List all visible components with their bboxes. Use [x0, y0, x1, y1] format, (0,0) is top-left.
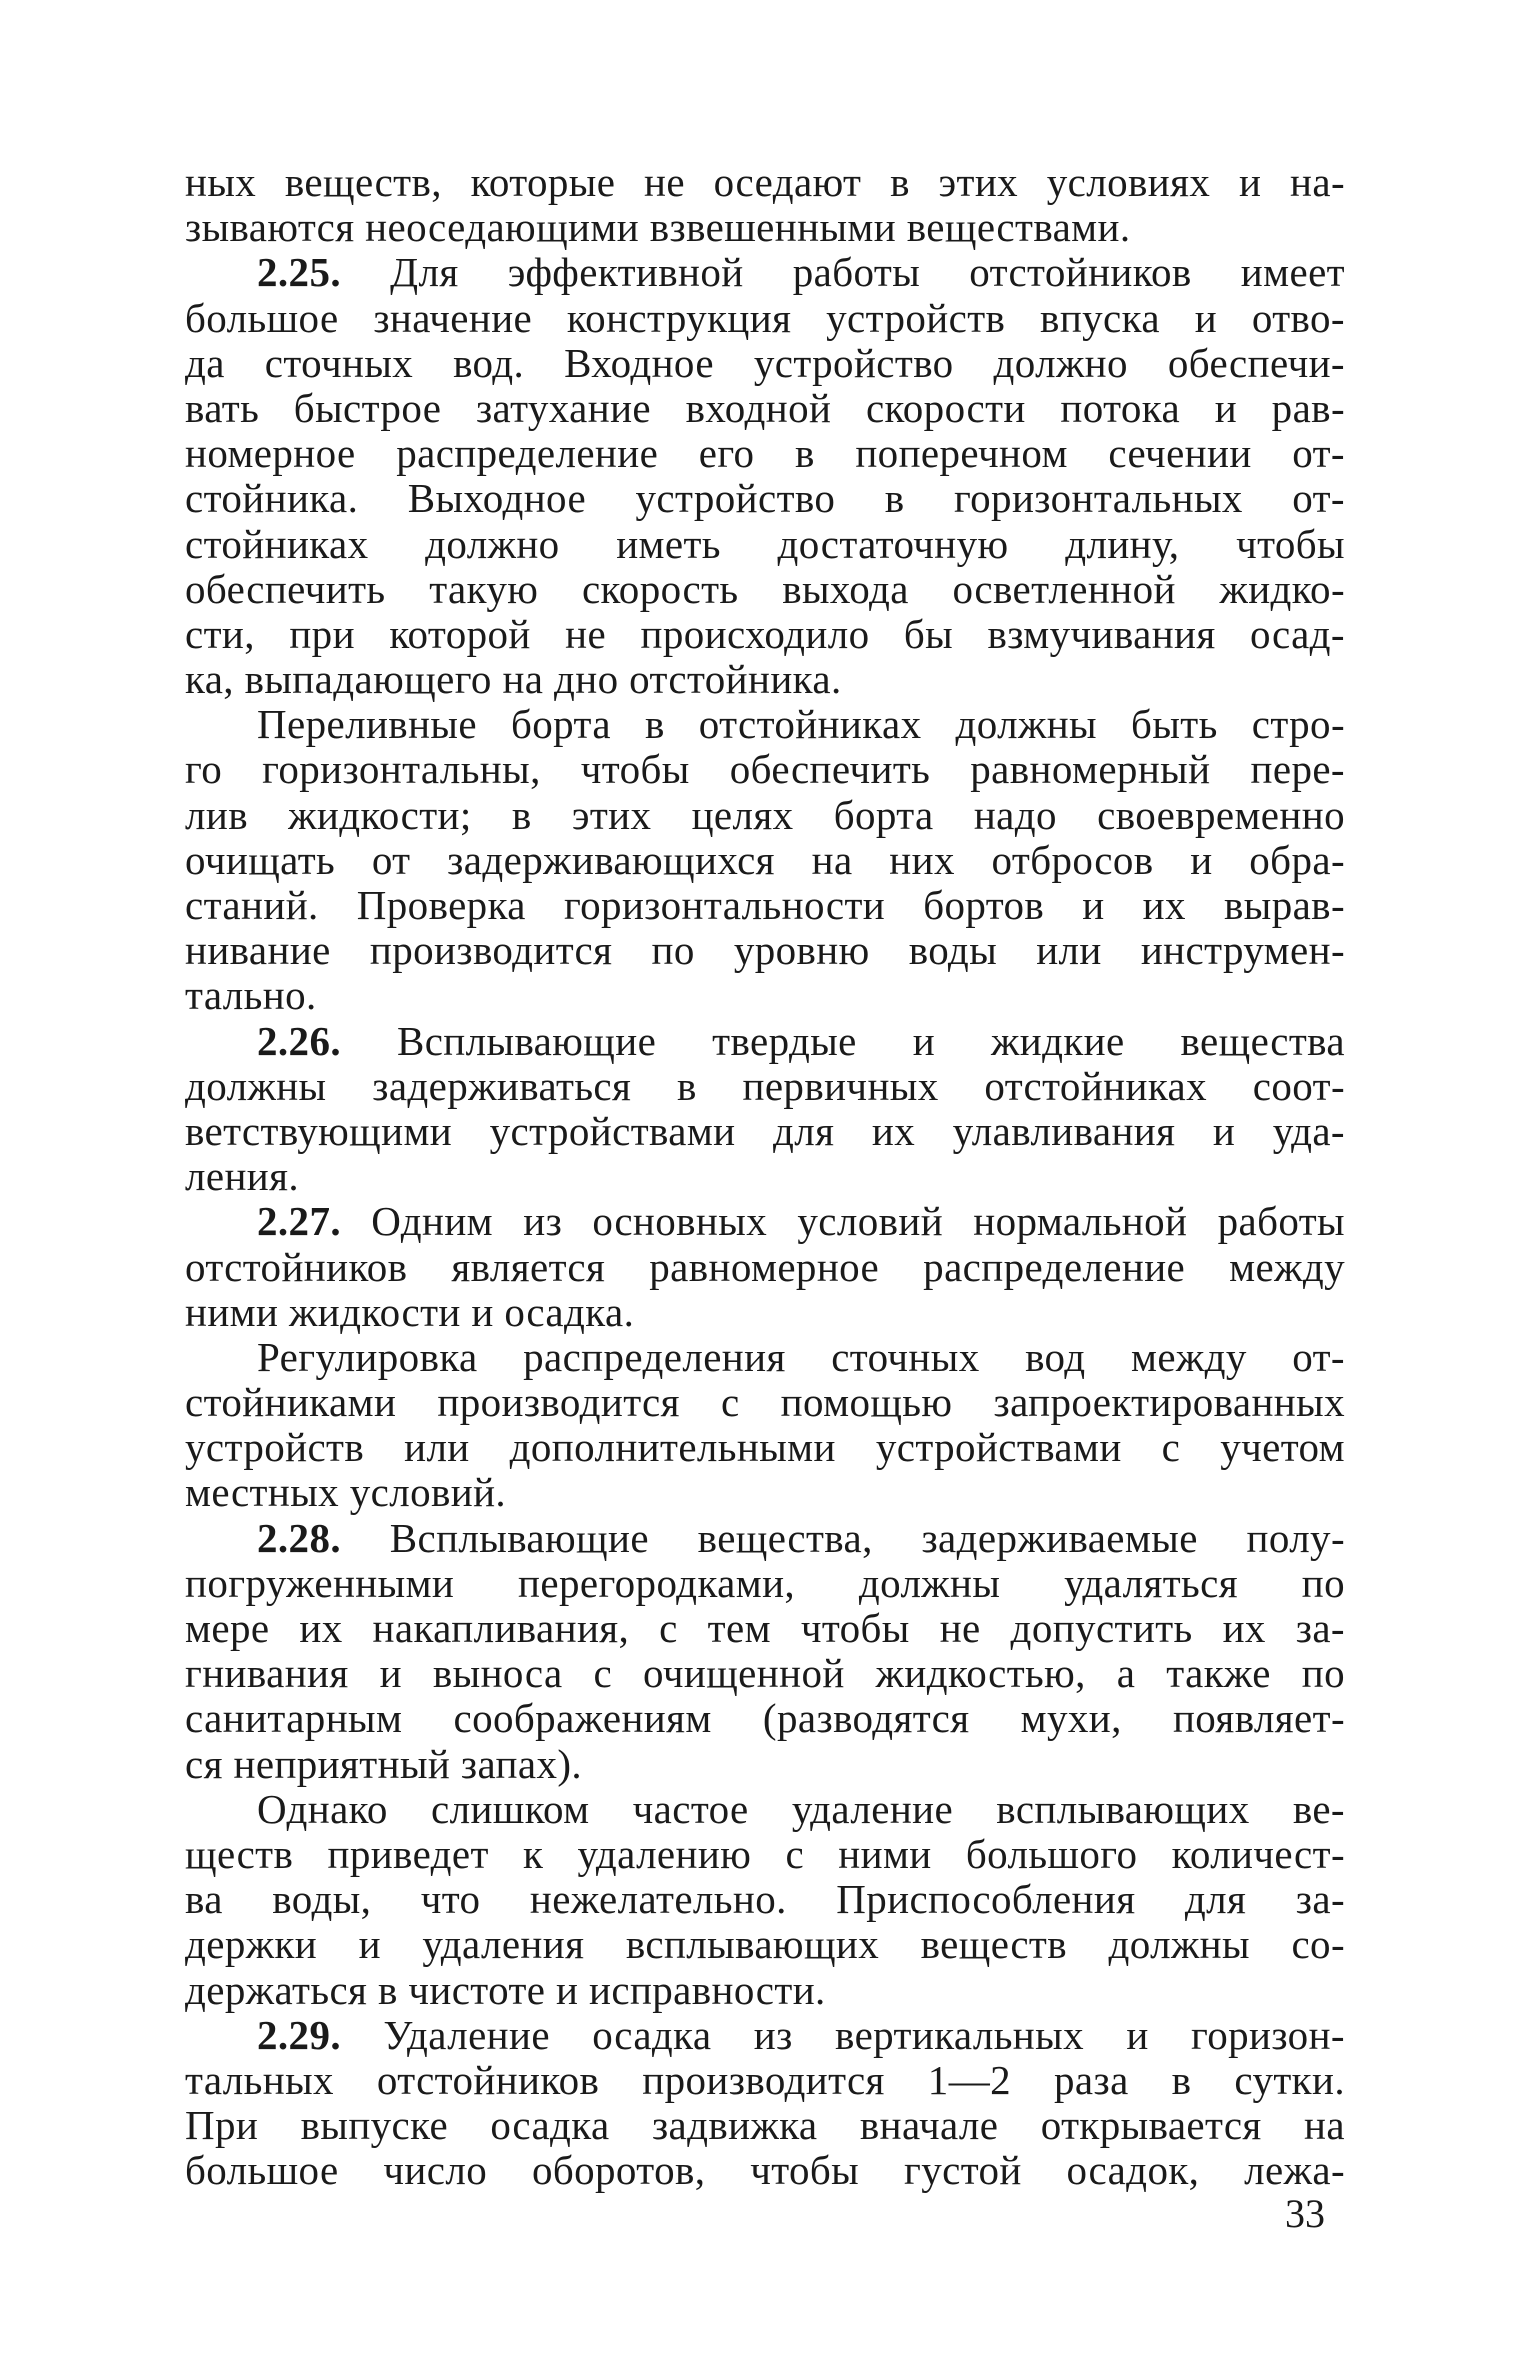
text-line: да сточных вод. Входное устройство должно обеспечи- — [185, 339, 1345, 386]
section-2-29-first-line — [185, 2013, 1345, 2058]
text-line: тально. — [185, 972, 317, 1019]
text-line: ними жидкости и осадка. — [185, 1288, 635, 1335]
text-line: тальных отстойников производится 1—2 раза в сутки. — [185, 2056, 1345, 2103]
text-line: должны задерживаться в первичных отстойниках соот- — [185, 1062, 1345, 1109]
text-line: Регулировка распределения сточных вод между от- — [257, 1333, 1345, 1380]
text-line: зываются неоседающими взвешенными веществами. — [185, 204, 1131, 251]
text-line: ществ приведет к удалению с ними большого количест- — [185, 1830, 1345, 1877]
text-line: вать быстрое затухание входной скорости потока и рав- — [185, 384, 1345, 431]
text-line: держаться в чистоте и исправности. — [185, 1966, 826, 2013]
text-line: нивание производится по уровню воды или инструмен- — [185, 927, 1345, 974]
section-2-26-first-line — [185, 1019, 1345, 1064]
text-line: ва воды, что нежелательно. Приспособления для за- — [185, 1876, 1345, 1923]
text-line: гнивания и выноса с очищенной жидкостью, а также по — [185, 1650, 1345, 1697]
text-line: При выпуске осадка задвижка вначале открывается на — [185, 2102, 1345, 2149]
text-line: большое значение конструкция устройств впуска и отво- — [185, 294, 1345, 341]
text-fragment: Всплывающие твердые и жидкие вещества — [396, 1017, 1345, 1064]
text-line: отстойников является равномерное распределение между — [185, 1243, 1345, 1290]
section-number: 2.25. — [257, 249, 341, 296]
section-number: 2.29. — [257, 2011, 341, 2058]
text-line: стойника. Выходное устройство в горизонтальных от- — [185, 475, 1345, 522]
text-line: ся неприятный запах). — [185, 1740, 583, 1787]
page-body — [185, 160, 1345, 2193]
section-2-28-first-line — [185, 1516, 1345, 1561]
section-2-27-first-line — [185, 1199, 1345, 1244]
section-number: 2.28. — [257, 1514, 341, 1561]
section-number: 2.27. — [257, 1198, 341, 1245]
text-line: мере их накапливания, с тем чтобы не допустить их за- — [185, 1605, 1345, 1651]
text-fragment: Для эффективной работы отстойников имеет — [390, 249, 1345, 296]
text-line: стойниками производится с помощью запроектированных — [185, 1379, 1345, 1426]
text-line: ления. — [185, 1153, 300, 1200]
text-line: стойниках должно иметь достаточную длину, чтобы — [185, 520, 1345, 567]
text-line: ных веществ, которые не оседают в этих условиях и на- — [185, 159, 1345, 205]
page-number: 33 — [1285, 2191, 1325, 2236]
section-number: 2.26. — [257, 1017, 341, 1064]
text-fragment: Одним из основных условий нормальной работы — [371, 1198, 1345, 1245]
text-line: номерное распределение его в поперечном сечении от- — [185, 430, 1345, 477]
text-line: Однако слишком частое удаление всплывающих ве- — [257, 1785, 1345, 1832]
text-line: Переливные борта в отстойниках должны быть стро- — [257, 701, 1345, 748]
text-line: погруженными перегородками, должны удаляться по — [185, 1559, 1345, 1606]
text-line: устройств или дополнительными устройствами с учетом — [185, 1424, 1345, 1471]
text-line: держки и удаления всплывающих веществ должны со- — [185, 1921, 1345, 1968]
text-line: лив жидкости; в этих целях борта надо своевременно — [185, 791, 1345, 838]
text-line: местных условий. — [185, 1469, 507, 1516]
text-line: го горизонтальны, чтобы обеспечить равномерный пере- — [185, 746, 1345, 793]
text-line: очищать от задерживающихся на них отбросов и обра- — [185, 836, 1345, 883]
text-line: большое число оборотов, чтобы густой осадок, лежа- — [185, 2147, 1345, 2194]
text-line: обеспечить такую скорость выхода осветленной жидко- — [185, 565, 1345, 612]
text-line: станий. Проверка горизонтальности бортов и их вырав- — [185, 882, 1345, 928]
text-line: ветствующими устройствами для их улавливания и уда- — [185, 1107, 1345, 1154]
text-line: сти, при которой не происходило бы взмучивания осад- — [185, 610, 1345, 657]
text-fragment: Удаление осадка из вертикальных и горизон- — [383, 2011, 1345, 2058]
text-line: ка, выпадающего на дно отстойника. — [185, 656, 842, 703]
text-fragment: Всплывающие вещества, задерживаемые полу- — [389, 1514, 1346, 1561]
text-line: санитарным соображениям (разводятся мухи, появляет- — [185, 1695, 1345, 1742]
section-2-25-first-line — [185, 250, 1345, 295]
